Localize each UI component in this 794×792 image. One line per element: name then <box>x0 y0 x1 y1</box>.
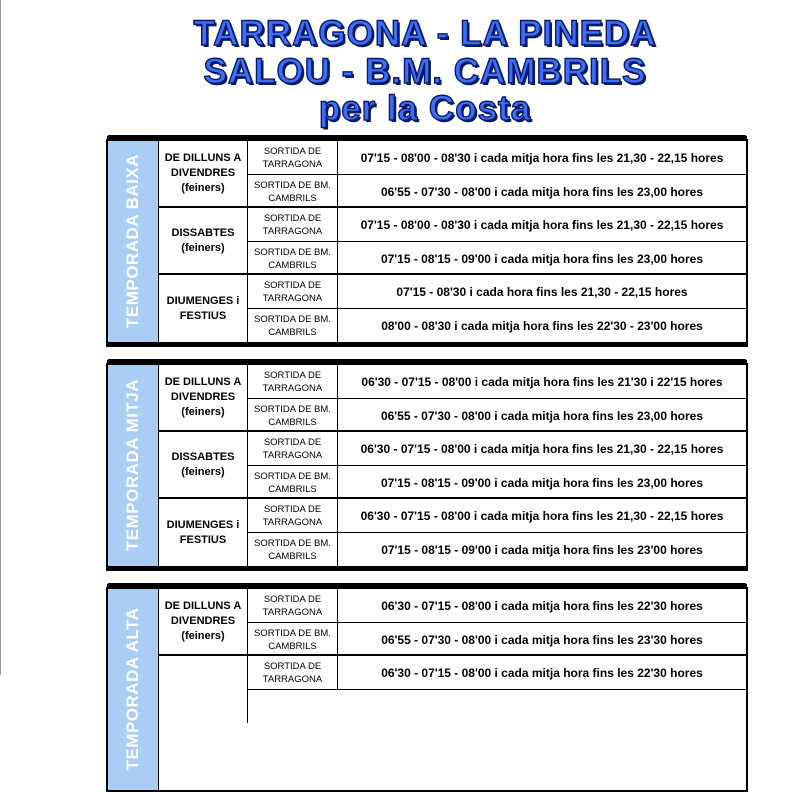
schedule-row <box>248 242 746 275</box>
day-label: DE DILLUNS A DIVENDRES <box>164 152 242 179</box>
schedule-group <box>159 365 746 432</box>
title-line-2: SALOU - B.M. CAMBRILS <box>203 52 647 91</box>
day-label: DE DILLUNS A DIVENDRES <box>164 376 242 403</box>
departure-times: 06'30 - 07'15 - 08'00 i cada mitja hora fins les 21'30 i 22'15 hores <box>361 374 723 389</box>
departure-times: 06'55 - 07'30 - 08'00 i cada mitja hora fins les 23,00 hores <box>380 184 704 199</box>
departure-times: 06'30 - 07'15 - 08'00 i cada mitja hora fins les 22'30 hores <box>381 598 703 613</box>
day-label: DE DILLUNS A DIVENDRES <box>164 600 242 627</box>
schedule-row <box>248 466 746 499</box>
departure-times: 07'15 - 08'15 - 09'00 i cada mitja hora fins les 23,00 hores <box>380 475 704 490</box>
day-sublabel: (feiners) <box>181 182 225 194</box>
season-block-baixa <box>106 139 748 344</box>
schedule-row <box>248 141 746 175</box>
departure-origin: SORTIDA DE BM. CAMBRILS <box>248 175 338 208</box>
season-band <box>108 365 159 566</box>
schedule-row <box>248 208 746 242</box>
day-type <box>159 432 248 497</box>
schedule-row <box>248 656 746 690</box>
schedule-row <box>248 309 746 342</box>
day-label: DISSABTES <box>171 226 235 239</box>
day-label: DIUMENGES i FESTIUS <box>166 294 240 322</box>
day-sublabel: (feiners) <box>181 465 225 478</box>
season-label: TEMPORADA BAIXA <box>123 153 142 329</box>
departure-times: 08'00 - 08'30 i cada mitja hora fins les 22'30 - 23'00 hores <box>381 318 703 333</box>
schedule-row <box>248 432 746 466</box>
day-label: DIUMENGES i FESTIUS <box>166 518 240 546</box>
departure-times: 06'55 - 07'30 - 08'00 i cada mitja hora fins les 23,00 hores <box>380 408 704 423</box>
departure-origin: SORTIDA DE BM. CAMBRILS <box>248 623 338 656</box>
schedule-group <box>159 656 746 723</box>
season-block-alta <box>106 587 748 792</box>
departure-origin: SORTIDA DE BM. CAMBRILS <box>248 242 338 275</box>
departure-origin: SORTIDA DE BM. CAMBRILS <box>248 466 338 499</box>
schedule-row <box>248 399 746 432</box>
departure-origin: SORTIDA DE BM. CAMBRILS <box>248 399 338 432</box>
season-label: TEMPORADA ALTA <box>123 607 142 771</box>
season-label: TEMPORADA MITJA <box>123 378 142 552</box>
schedule-group <box>159 499 746 566</box>
schedule-group <box>159 275 746 342</box>
departure-origin: SORTIDA DE TARRAGONA <box>248 589 338 622</box>
title-line-1: TARRAGONA - LA PINEDA <box>193 14 657 53</box>
day-type <box>159 365 248 430</box>
season-band <box>108 141 159 342</box>
schedule-row <box>248 275 746 309</box>
departure-origin: SORTIDA DE TARRAGONA <box>248 432 338 465</box>
day-label: DISSABTES <box>171 450 235 463</box>
day-type <box>159 589 248 654</box>
departure-origin: SORTIDA DE BM. CAMBRILS <box>248 533 338 566</box>
season-block-mitja <box>106 363 748 568</box>
departure-origin: SORTIDA DE TARRAGONA <box>248 656 338 689</box>
schedule-group <box>159 208 746 275</box>
departure-times: 07'15 - 08'00 - 08'30 i cada mitja hora fins les 21,30 - 22,15 hores <box>360 217 724 232</box>
schedule-group <box>159 432 746 499</box>
schedule-group <box>159 589 746 656</box>
day-type <box>159 208 248 273</box>
departure-times: 07'15 - 08'30 i cada hora fins les 21,30 - 22,15 hores <box>396 284 688 299</box>
day-sublabel: (feiners) <box>181 406 225 418</box>
schedule-row <box>248 175 746 208</box>
departure-origin: SORTIDA DE TARRAGONA <box>248 275 338 308</box>
departure-times: 06'30 - 07'15 - 08'00 i cada mitja hora fins les 21,30 - 22,15 hores <box>360 441 724 456</box>
schedule-row <box>248 623 746 656</box>
schedule-row <box>248 499 746 533</box>
departure-origin: SORTIDA DE TARRAGONA <box>248 141 338 174</box>
day-type <box>159 141 248 206</box>
departure-origin: SORTIDA DE TARRAGONA <box>248 499 338 532</box>
departure-times: 07'15 - 08'00 - 08'30 i cada mitja hora fins les 21,30 - 22,15 hores <box>360 150 724 165</box>
departure-times: 06'55 - 07'30 - 08'00 i cada mitja hora fins les 23'30 hores <box>381 632 703 647</box>
day-type <box>159 275 248 342</box>
departure-times: 07'15 - 08'15 - 09'00 i cada mitja hora fins les 23,00 hores <box>380 251 704 266</box>
schedule-group <box>159 141 746 208</box>
title-line-3: per la Costa <box>318 89 532 128</box>
departure-times: 06'30 - 07'15 - 08'00 i cada mitja hora fins les 22'30 hores <box>381 665 703 680</box>
season-band <box>108 589 159 790</box>
schedule-row <box>248 589 746 623</box>
departure-times: 07'15 - 08'15 - 09'00 i cada mitja hora fins les 23'00 hores <box>381 542 703 557</box>
departure-origin: SORTIDA DE BM. CAMBRILS <box>248 309 338 342</box>
day-sublabel: (feiners) <box>181 630 225 642</box>
departure-origin: SORTIDA DE TARRAGONA <box>248 208 338 241</box>
schedule-row <box>248 365 746 399</box>
day-sublabel: (feiners) <box>181 241 225 254</box>
departure-times: 06'30 - 07'15 - 08'00 i cada mitja hora fins les 21,30 - 22,15 hores <box>360 508 724 523</box>
departure-origin: SORTIDA DE TARRAGONA <box>248 365 338 398</box>
day-type <box>159 656 248 723</box>
day-type <box>159 499 248 566</box>
schedule-row <box>248 533 746 566</box>
